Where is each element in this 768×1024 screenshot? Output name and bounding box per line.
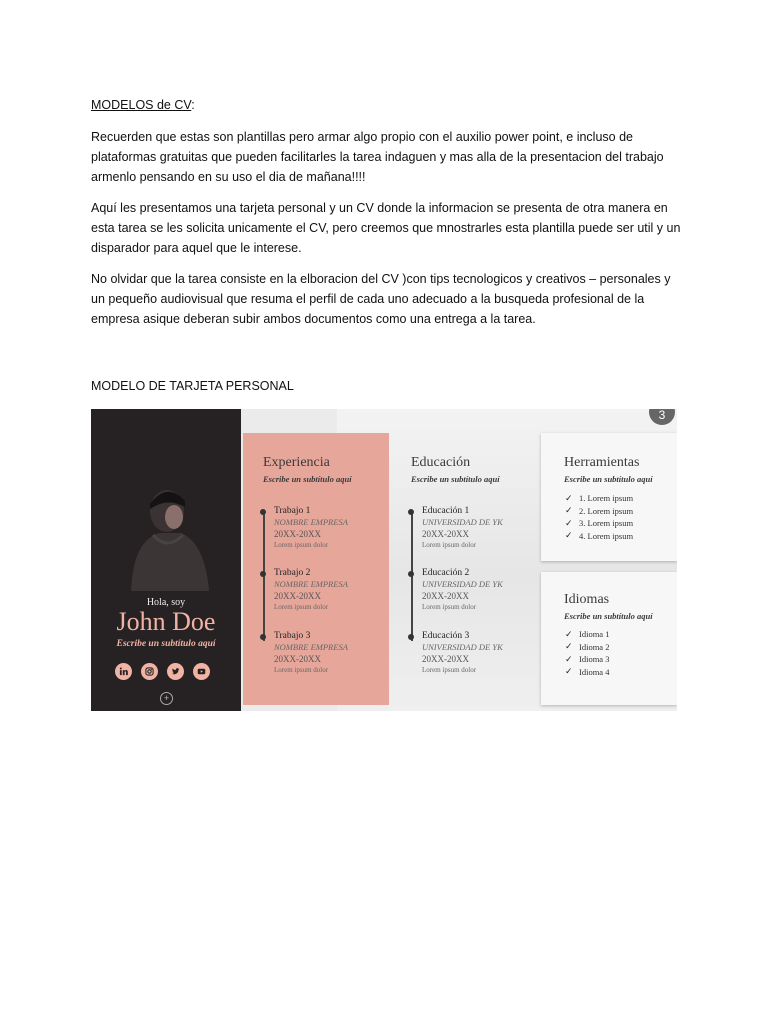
- entry-org: NOMBRE EMPRESA: [274, 642, 348, 652]
- entry-dates: 20XX-20XX: [422, 529, 469, 539]
- list-item: [565, 666, 609, 679]
- entry-desc: Lorem ipsum dolor: [422, 666, 477, 674]
- education-entry-1: [422, 505, 503, 550]
- check-icon: ✓: [565, 653, 573, 664]
- entry-desc: Lorem ipsum dolor: [274, 666, 329, 674]
- entry-dates: 20XX-20XX: [422, 654, 469, 664]
- entry-desc: Lorem ipsum dolor: [422, 541, 477, 549]
- tools-subtitle: Escribe un subtítulo aquí: [564, 474, 653, 484]
- timeline-dot: [260, 571, 266, 577]
- entry-title: Educación 1: [422, 506, 470, 516]
- check-icon: ✓: [565, 666, 573, 677]
- experience-entry-1: [274, 505, 348, 550]
- entry-org: NOMBRE EMPRESA: [274, 579, 348, 589]
- timeline-dot: [408, 634, 414, 640]
- timeline-dot: [408, 571, 414, 577]
- languages-list: [565, 628, 609, 678]
- entry-title: Trabajo 3: [274, 631, 311, 641]
- check-icon: ✓: [565, 492, 573, 503]
- entry-desc: Lorem ipsum dolor: [274, 603, 329, 611]
- profile-panel: [91, 409, 241, 711]
- social-icons: [115, 663, 210, 680]
- languages-panel: [541, 572, 677, 705]
- entry-title: Educación 2: [422, 568, 470, 578]
- add-icon: +: [160, 692, 173, 705]
- list-item-text: Idioma 2: [579, 641, 610, 652]
- section-title: MODELO DE TARJETA PERSONAL: [91, 379, 294, 393]
- person-subtitle: Escribe un subtítulo aquí: [116, 639, 216, 649]
- list-item-text: Idioma 3: [579, 654, 610, 665]
- timeline-dot: [260, 509, 266, 515]
- education-entry-2: [422, 567, 503, 612]
- check-icon: ✓: [565, 530, 573, 541]
- list-item: [565, 653, 609, 666]
- paragraph-1: Recuerden que estas son plantillas pero armar algo propio con el auxilio power point, e incluso de plataformas gratuitas que pueden facilitarles la tarea indaguen y mas alla de la presentacion del trabajo armenlo pensando en su uso el dia de mañana!!!!: [91, 130, 664, 184]
- list-item: [565, 628, 609, 641]
- list-item: [565, 530, 633, 543]
- tools-list: [565, 492, 633, 542]
- heading-text: MODELOS de CV: [91, 98, 192, 112]
- experience-panel: [243, 433, 389, 705]
- experience-title: Experiencia: [263, 455, 330, 470]
- check-icon: ✓: [565, 517, 573, 528]
- greeting: Hola, soy: [146, 597, 186, 608]
- heading-colon: :: [191, 98, 195, 112]
- entry-desc: Lorem ipsum dolor: [274, 541, 329, 549]
- entry-org: UNIVERSIDAD DE YK: [422, 517, 503, 527]
- entry-title: Trabajo 1: [274, 506, 311, 516]
- check-icon: ✓: [565, 505, 573, 516]
- list-item: [565, 641, 609, 654]
- youtube-icon: [193, 663, 210, 680]
- profile-photo: [119, 471, 219, 591]
- tools-title: Herramientas: [564, 455, 640, 470]
- list-item-text: Idioma 1: [579, 629, 610, 640]
- instagram-icon: [141, 663, 158, 680]
- education-title: Educación: [411, 455, 471, 470]
- languages-subtitle: Escribe un subtítulo aquí: [564, 611, 653, 621]
- list-item: [565, 517, 633, 530]
- list-item-text: 1. Lorem ipsum: [579, 493, 634, 504]
- business-card-image: [91, 409, 677, 711]
- list-item-text: 2. Lorem ipsum: [579, 505, 634, 516]
- entry-title: Educación 3: [422, 631, 470, 641]
- experience-entry-3: [274, 630, 348, 675]
- document-heading: [91, 95, 681, 115]
- entry-title: Trabajo 2: [274, 568, 311, 578]
- page-number-badge: 3: [649, 409, 675, 425]
- linkedin-icon: [115, 663, 132, 680]
- experience-entry-2: [274, 567, 348, 612]
- languages-title: Idiomas: [564, 592, 610, 607]
- entry-dates: 20XX-20XX: [422, 591, 469, 601]
- timeline-dot: [260, 634, 266, 640]
- list-item-text: Idioma 4: [579, 666, 610, 677]
- tools-panel: [541, 433, 677, 561]
- entry-org: UNIVERSIDAD DE YK: [422, 579, 503, 589]
- check-icon: ✓: [565, 628, 573, 639]
- education-entry-3: [422, 630, 503, 675]
- document-body: [91, 95, 681, 340]
- list-item-text: 3. Lorem ipsum: [579, 518, 634, 529]
- list-item-text: 4. Lorem ipsum: [579, 530, 634, 541]
- entry-dates: 20XX-20XX: [274, 529, 321, 539]
- twitter-icon: [167, 663, 184, 680]
- paragraph-3: No olvidar que la tarea consiste en la elboracion del CV )con tips tecnologicos y creativos – personales y un pequeño audiovisual que resuma el perfil de cada uno adecuado a la busqueda profesional de la empresa asique deberan subir ambos documentos como una entrega a la tarea.: [91, 272, 671, 326]
- entry-org: UNIVERSIDAD DE YK: [422, 642, 503, 652]
- entry-desc: Lorem ipsum dolor: [422, 603, 477, 611]
- entry-org: NOMBRE EMPRESA: [274, 517, 348, 527]
- experience-subtitle: Escribe un subtítulo aquí: [263, 474, 352, 484]
- list-item: [565, 505, 633, 518]
- entry-dates: 20XX-20XX: [274, 591, 321, 601]
- person-name: John Doe: [116, 607, 216, 636]
- check-icon: ✓: [565, 641, 573, 652]
- paragraph-2: Aquí les presentamos una tarjeta personal y un CV donde la informacion se presenta de otra manera en esta tarea se les solicita unicamente el CV, pero creemos que mnostrarles esta plantilla puede ser util y un disparador para aquel que le interese.: [91, 201, 681, 255]
- timeline-dot: [408, 509, 414, 515]
- education-subtitle: Escribe un subtítulo aquí: [411, 474, 500, 484]
- entry-dates: 20XX-20XX: [274, 654, 321, 664]
- list-item: [565, 492, 633, 505]
